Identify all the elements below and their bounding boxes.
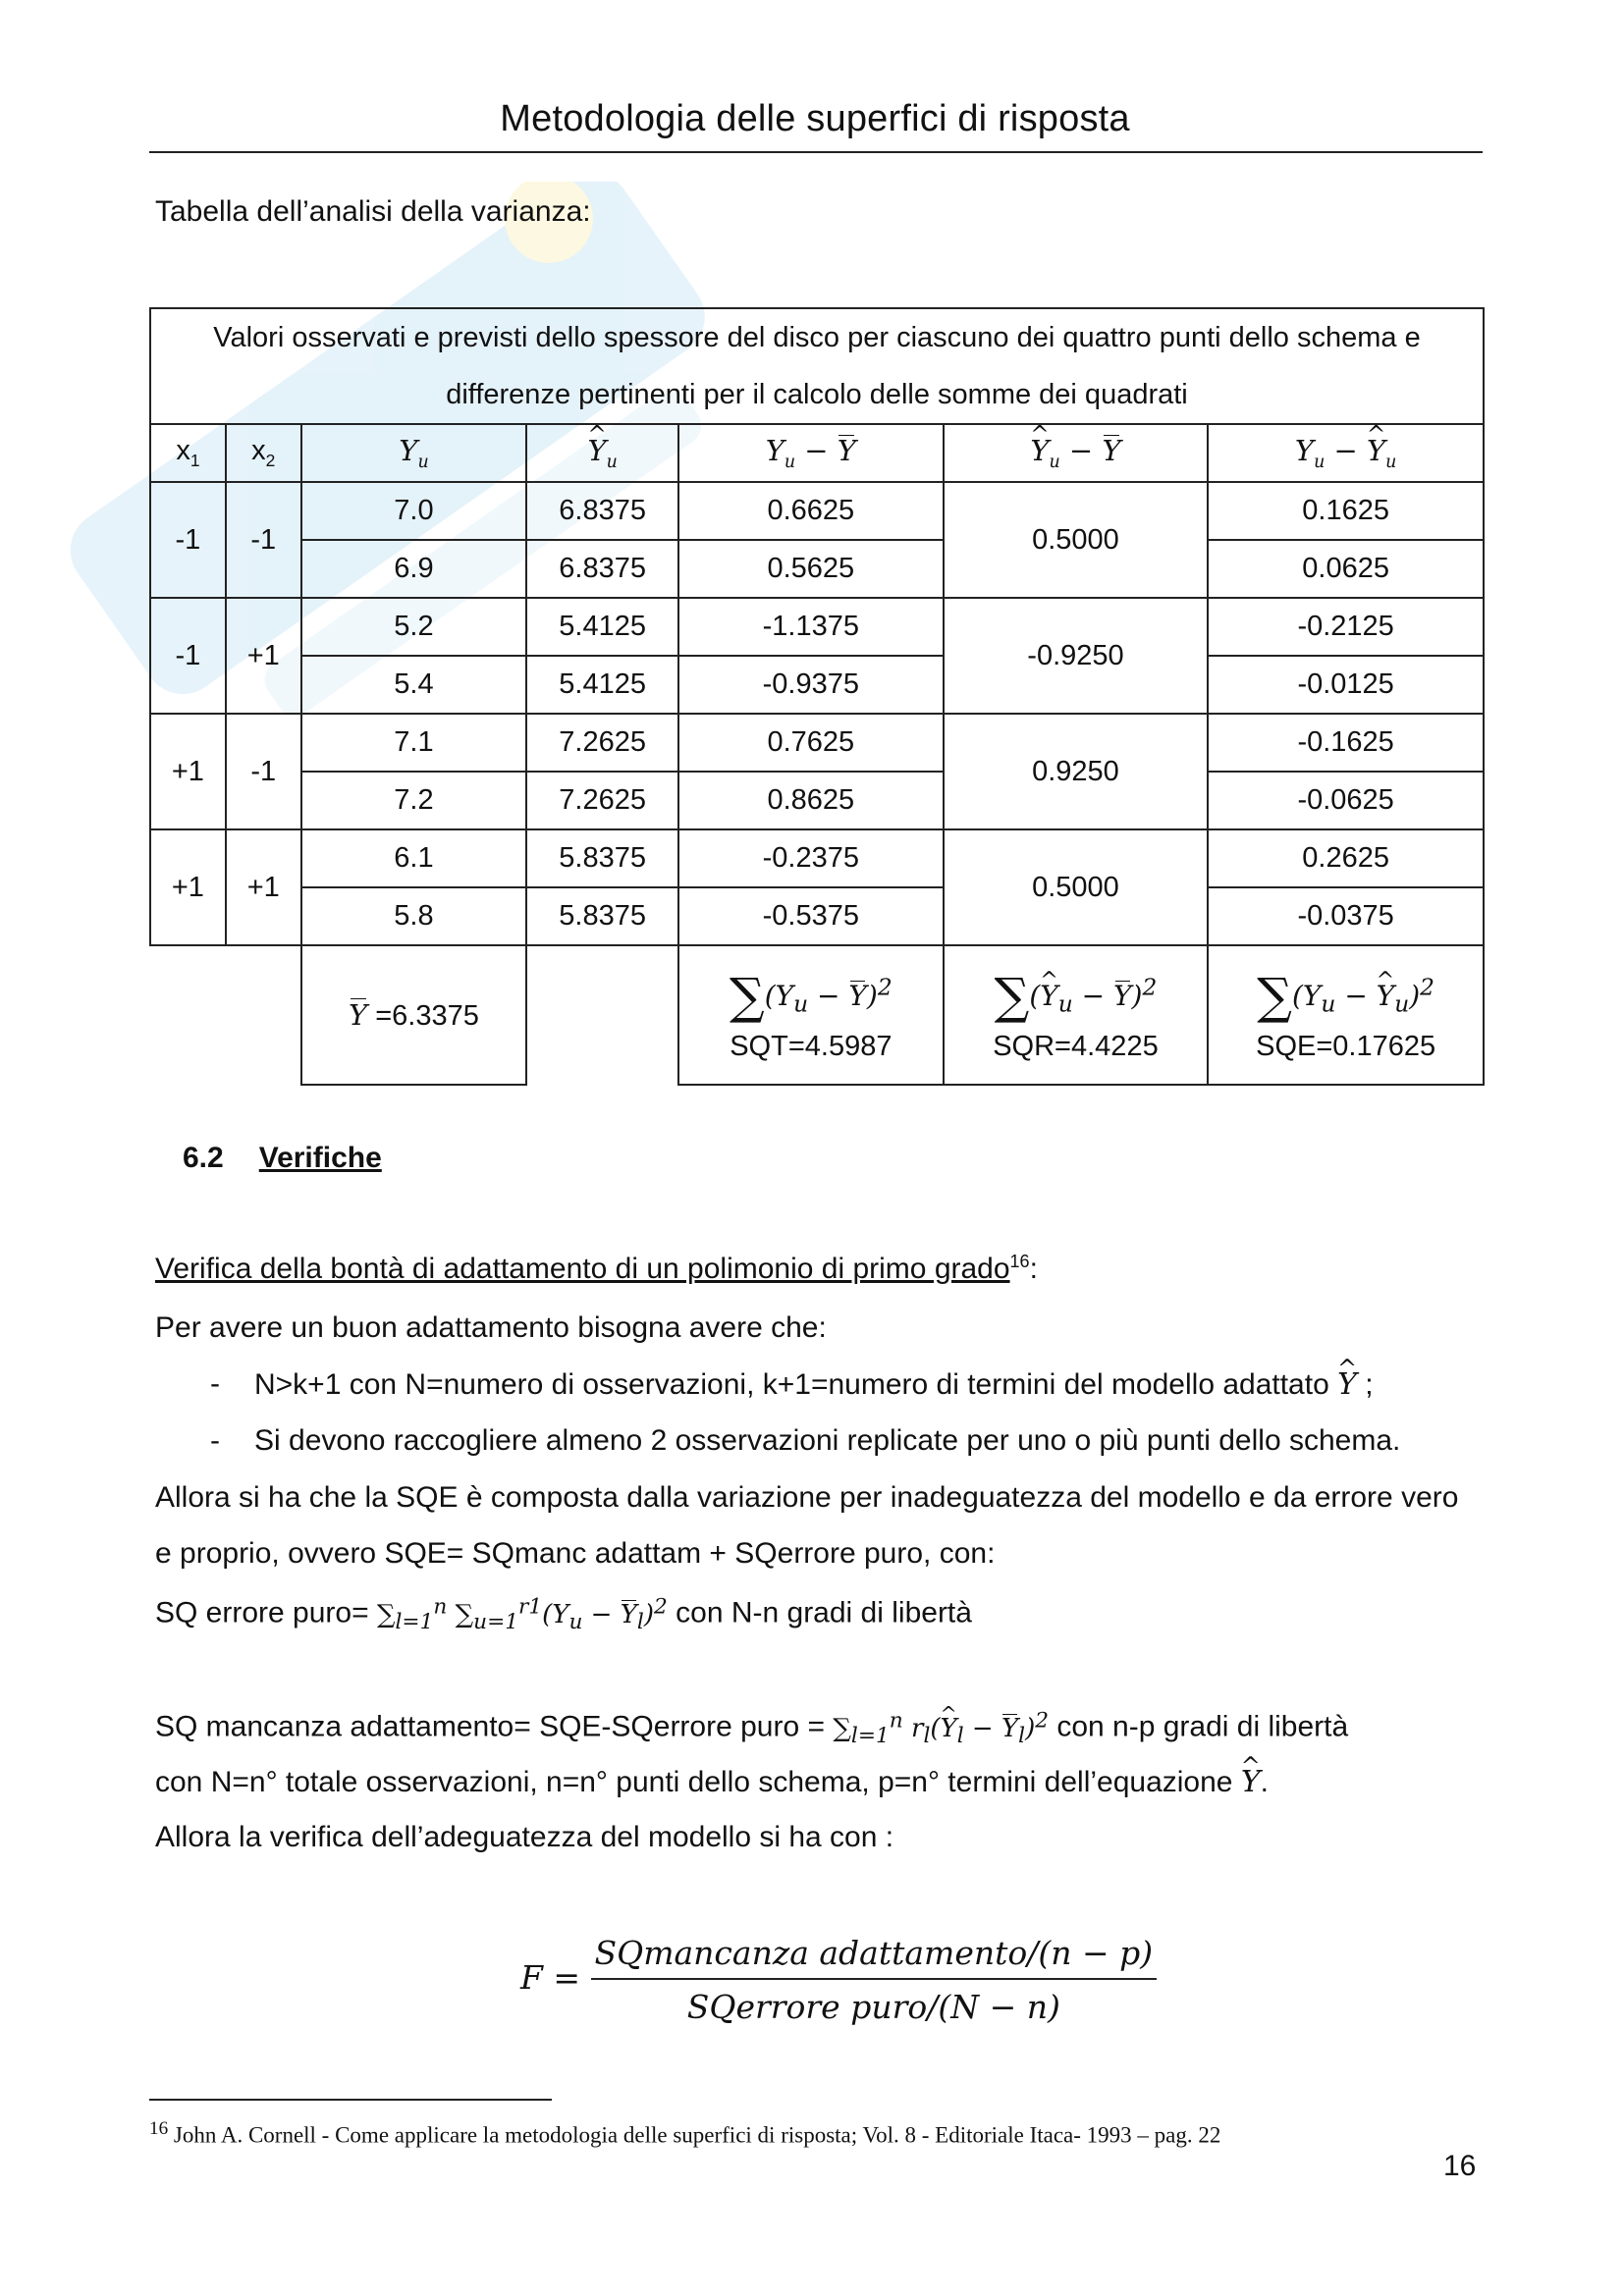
- cell-y-minus-ybar: -0.9375: [678, 656, 944, 714]
- cell-y-minus-ybar: 0.7625: [678, 714, 944, 772]
- table-row: [150, 772, 1484, 829]
- cell-y-minus-yhat: 0.1625: [1208, 482, 1484, 540]
- formula-denominator: SQerrore puro/(N − n): [686, 1988, 1060, 2026]
- cell-x2: +1: [226, 829, 301, 945]
- cell-yhat: 7.2625: [526, 714, 678, 772]
- footnote: [149, 2118, 1220, 2149]
- bullet-dash: -: [210, 1424, 220, 1457]
- cell-y-minus-ybar: -0.5375: [678, 887, 944, 945]
- cell-y-minus-yhat: -0.0625: [1208, 772, 1484, 829]
- cell-y-minus-ybar: -0.2375: [678, 829, 944, 887]
- bullet-item-2: Si devono raccogliere almeno 2 osservazioni replicate per uno o più punti dello schema.: [254, 1424, 1401, 1457]
- paragraph-2: Allora si ha che la SQE è composta dalla variazione per inadeguatezza del modello e da errore vero: [155, 1481, 1459, 1514]
- cell-yhat: 5.4125: [526, 656, 678, 714]
- table-header-row: [150, 424, 1484, 482]
- sqr-label: SQR=4.4225: [993, 1030, 1159, 1062]
- cell-x1: -1: [150, 482, 226, 598]
- cell-y-minus-ybar: 0.5625: [678, 540, 944, 598]
- sqe-label: SQE=0.17625: [1256, 1030, 1436, 1062]
- section-title: Verifiche: [258, 1142, 382, 1174]
- cell-y-minus-yhat: 0.0625: [1208, 540, 1484, 598]
- table-caption: [150, 308, 1484, 424]
- header-divider: [149, 151, 1483, 153]
- col-header-yu: $Y_u$: [301, 424, 527, 482]
- intro-text: Tabella dell’analisi della varianza:: [155, 195, 591, 228]
- footnote-divider: [149, 2099, 552, 2101]
- cell-y: 6.9: [301, 540, 527, 598]
- cell-yhat: 6.8375: [526, 540, 678, 598]
- cell-y-minus-yhat: -0.0375: [1208, 887, 1484, 945]
- col-header-x2: $x_2$: [226, 424, 301, 482]
- paragraph-4: con N=n° totale osservazioni, n=n° punti dello schema, p=n° termini dell’equazione ^ Y.: [155, 1765, 1269, 1799]
- ybar-cell: Y =6.3375: [301, 945, 527, 1085]
- sqt-cell: $\sum(Y_u - Y)^2$ SQT=4.5987: [678, 945, 944, 1085]
- cell-y-minus-yhat: 0.2625: [1208, 829, 1484, 887]
- table-row: [150, 714, 1484, 772]
- cell-x1: -1: [150, 598, 226, 714]
- cell-y-minus-yhat: -0.0125: [1208, 656, 1484, 714]
- formula-numerator: SQmancanza adattamento/(n − p): [591, 1934, 1158, 1980]
- cell-yhat: 6.8375: [526, 482, 678, 540]
- cell-yhat: 5.4125: [526, 598, 678, 656]
- cell-y-minus-yhat: -0.2125: [1208, 598, 1484, 656]
- table-row: [150, 540, 1484, 598]
- col-header-yhat: ^ $Y_u$: [526, 424, 678, 482]
- sqr-cell: ∑(^ $Y_u - Y)^2$ SQR=4.4225: [944, 945, 1209, 1085]
- f-test-formula: [520, 1934, 1157, 2026]
- table-caption-line2: differenze pertinenti per il calcolo delle somme dei quadrati: [446, 379, 1188, 410]
- table-row: [150, 887, 1484, 945]
- cell-y: 5.4: [301, 656, 527, 714]
- table-row: [150, 482, 1484, 540]
- bullet-item-1: N>k+1 con N=numero di osservazioni, k+1=numero di termini del modello adattato ^ Y ;: [254, 1367, 1374, 1402]
- table-caption-line1: Valori osservati e previsti dello spessore del disco per ciascuno dei quattro punti dello schema e: [213, 322, 1421, 353]
- cell-yhat-minus-ybar: 0.5000: [944, 482, 1209, 598]
- table-row: [150, 829, 1484, 887]
- formula-lhs: F =: [520, 1958, 591, 1997]
- cell-x2: -1: [226, 482, 301, 598]
- verification-heading: Verifica della bontà di adattamento di un polimonio di primo grado$^{16}$:: [155, 1252, 1038, 1285]
- cell-yhat-minus-ybar: 0.5000: [944, 829, 1209, 945]
- footnote-text: John A. Cornell - Come applicare la metodologia delle superfici di risposta; Vol. 8 - Editoriale Itaca- 1993 – pag. 22: [168, 2122, 1221, 2148]
- cell-y-minus-yhat: -0.1625: [1208, 714, 1484, 772]
- paragraph-5: Allora la verifica dell’adeguatezza del modello si ha con :: [155, 1821, 894, 1853]
- sqt-label: SQT=4.5987: [730, 1030, 893, 1062]
- cell-x2: -1: [226, 714, 301, 829]
- cell-y: 6.1: [301, 829, 527, 887]
- cell-yhat-minus-ybar: 0.9250: [944, 714, 1209, 829]
- formula-fraction: [591, 1934, 1158, 2026]
- footnote-ref: 16: [1009, 1252, 1030, 1271]
- cell-yhat: 7.2625: [526, 772, 678, 829]
- footnote-marker: 16: [149, 2118, 169, 2139]
- sq-error-line: SQ errore puro= $\sum_{l=1}^n$ $\sum_{u=1}^{r1}(Y_u - Y_l)^2$ con N-n gradi di libertà: [155, 1594, 972, 1634]
- cell-x1: +1: [150, 714, 226, 829]
- page-header-title: Metodologia delle superfici di risposta: [500, 98, 1130, 139]
- sq-lack-of-fit-line: SQ mancanza adattamento= SQE-SQerrore puro = $\sum_{l=1}^n$ $r_l(\^{}$ $Y_l - Y_l)^2$ con n-p gradi di libertà: [155, 1708, 1348, 1748]
- cell-x1: +1: [150, 829, 226, 945]
- anova-table: [149, 307, 1485, 1086]
- sqe-cell: $\sum(Y_u$ − ^ $Y_u)^2$ SQE=0.17625: [1208, 945, 1484, 1085]
- col-header-x1: $x_1$: [150, 424, 226, 482]
- table-row: [150, 598, 1484, 656]
- bullet-dash: -: [210, 1367, 220, 1400]
- paragraph-3: e proprio, ovvero SQE= SQmanc adattam + SQerrore puro, con:: [155, 1537, 996, 1570]
- cell-y: 7.0: [301, 482, 527, 540]
- cell-y: 7.1: [301, 714, 527, 772]
- col-header-yhat-minus-ybar: ^ $Y_u - Y$: [944, 424, 1209, 482]
- cell-yhat: 5.8375: [526, 829, 678, 887]
- col-header-y-minus-yhat: $Y_u$ − ^ $Y_u$: [1208, 424, 1484, 482]
- page-number: 16: [1443, 2150, 1477, 2182]
- table-summary-row: [150, 945, 1484, 1085]
- table-row: [150, 656, 1484, 714]
- cell-y: 5.2: [301, 598, 527, 656]
- cell-y-minus-ybar: 0.6625: [678, 482, 944, 540]
- cell-y: 7.2: [301, 772, 527, 829]
- cell-yhat-minus-ybar: -0.9250: [944, 598, 1209, 714]
- paragraph-1: Per avere un buon adattamento bisogna avere che:: [155, 1311, 827, 1344]
- cell-yhat: 5.8375: [526, 887, 678, 945]
- col-header-y-minus-ybar: $Y_u - Y$: [678, 424, 944, 482]
- cell-y-minus-ybar: -1.1375: [678, 598, 944, 656]
- cell-y-minus-ybar: 0.8625: [678, 772, 944, 829]
- section-number: 6.2: [183, 1142, 224, 1174]
- cell-x2: +1: [226, 598, 301, 714]
- cell-y: 5.8: [301, 887, 527, 945]
- section-heading: [183, 1142, 382, 1175]
